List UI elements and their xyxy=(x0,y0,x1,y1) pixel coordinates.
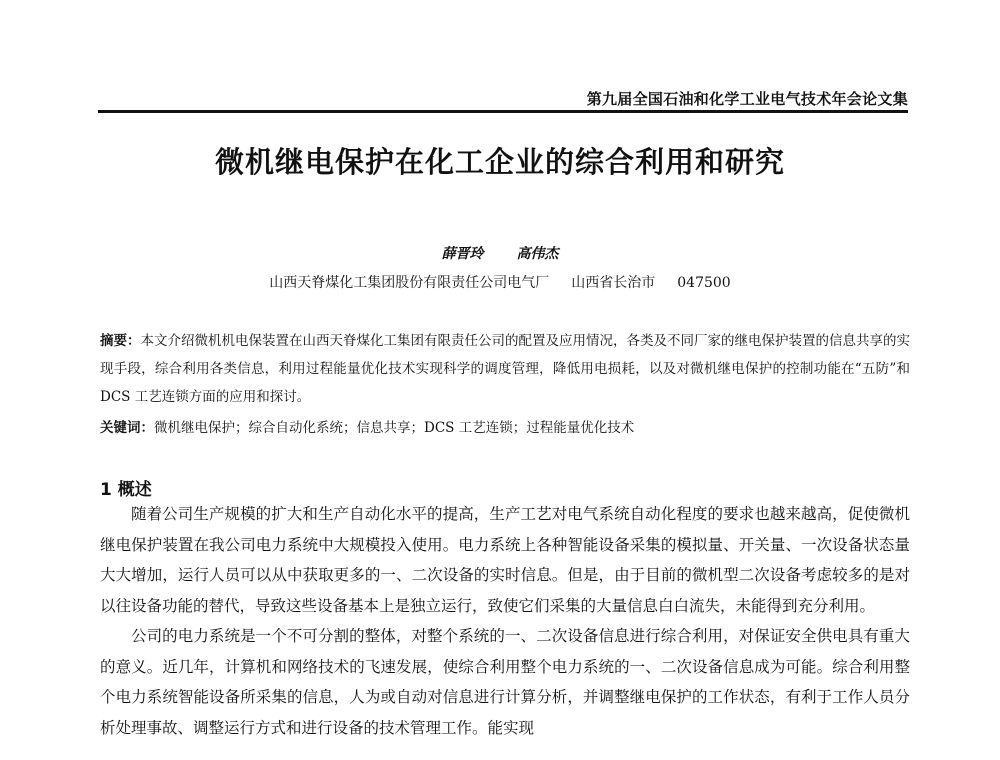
affiliation-location: 山西省长治市 xyxy=(571,275,656,291)
keywords-label: 关键词： xyxy=(100,420,154,436)
abstract-text: 本文介绍微机机电保装置在山西天脊煤化工集团有限责任公司的配置及应用情况，各类及不同厂家的继电保护装置的信息共享的实现手段，综合利用各类信息，利用过程能量优化技术实现科学的调度管理，降低用电损耗，以及对微机继电保护的控制功能在“五防”和 DCS 工艺连锁方面的应用和探讨。 xyxy=(100,333,910,405)
paper-title: 微机继电保护在化工企业的综合利用和研究 xyxy=(214,145,785,179)
header-rule xyxy=(98,110,908,113)
body-paragraph: 随着公司生产规模的扩大和生产自动化水平的提高，生产工艺对电气系统自动化程度的要求也越来越高，促使微机继电保护装置在我公司电力系统中大规模投入使用。电力系统上各种智能设备采集的模拟量、开关量、一次设备状态量大大增加，运行人员可以从中获取更多的一、二次设备的实时信息。但是，由于目前的微机型二次设备考虑较多的是对以往设备功能的替代，导致这些设备基本上是独立运行，致使它们采集的大量信息白白流失，未能得到充分利用。 xyxy=(100,505,910,615)
affiliation-postcode: 047500 xyxy=(677,275,731,291)
section-heading: 1 概述 xyxy=(100,480,152,500)
abstract xyxy=(100,327,910,411)
section-body xyxy=(100,499,910,743)
keywords-text: 微机继电保护；综合自动化系统；信息共享；DCS 工艺连锁；过程能量优化技术 xyxy=(154,420,635,436)
affiliation-organization: 山西天脊煤化工集团股份有限责任公司电气厂 xyxy=(269,275,550,291)
running-header: 第九届全国石油和化学工业电气技术年会论文集 xyxy=(586,90,908,108)
author-name: 高伟杰 xyxy=(516,246,559,262)
author-list xyxy=(80,243,920,263)
affiliation xyxy=(80,272,920,292)
body-paragraph: 公司的电力系统是一个不可分割的整体，对整个系统的一、二次设备信息进行综合利用，对保证安全供电具有重大的意义。近几年，计算机和网络技术的飞速发展，使综合利用整个电力系统的一、二次设备信息成为可能。综合利用整个电力系统智能设备所采集的信息，人为或自动对信息进行计算分析，并调整继电保护的工作状态，有利于工作人员分析处理事故、调整运行方式和进行设备的技术管理工作。能实现 xyxy=(100,627,910,737)
author-name: 薛晋玲 xyxy=(441,246,484,262)
abstract-label: 摘要： xyxy=(100,333,141,349)
keywords xyxy=(100,414,910,442)
